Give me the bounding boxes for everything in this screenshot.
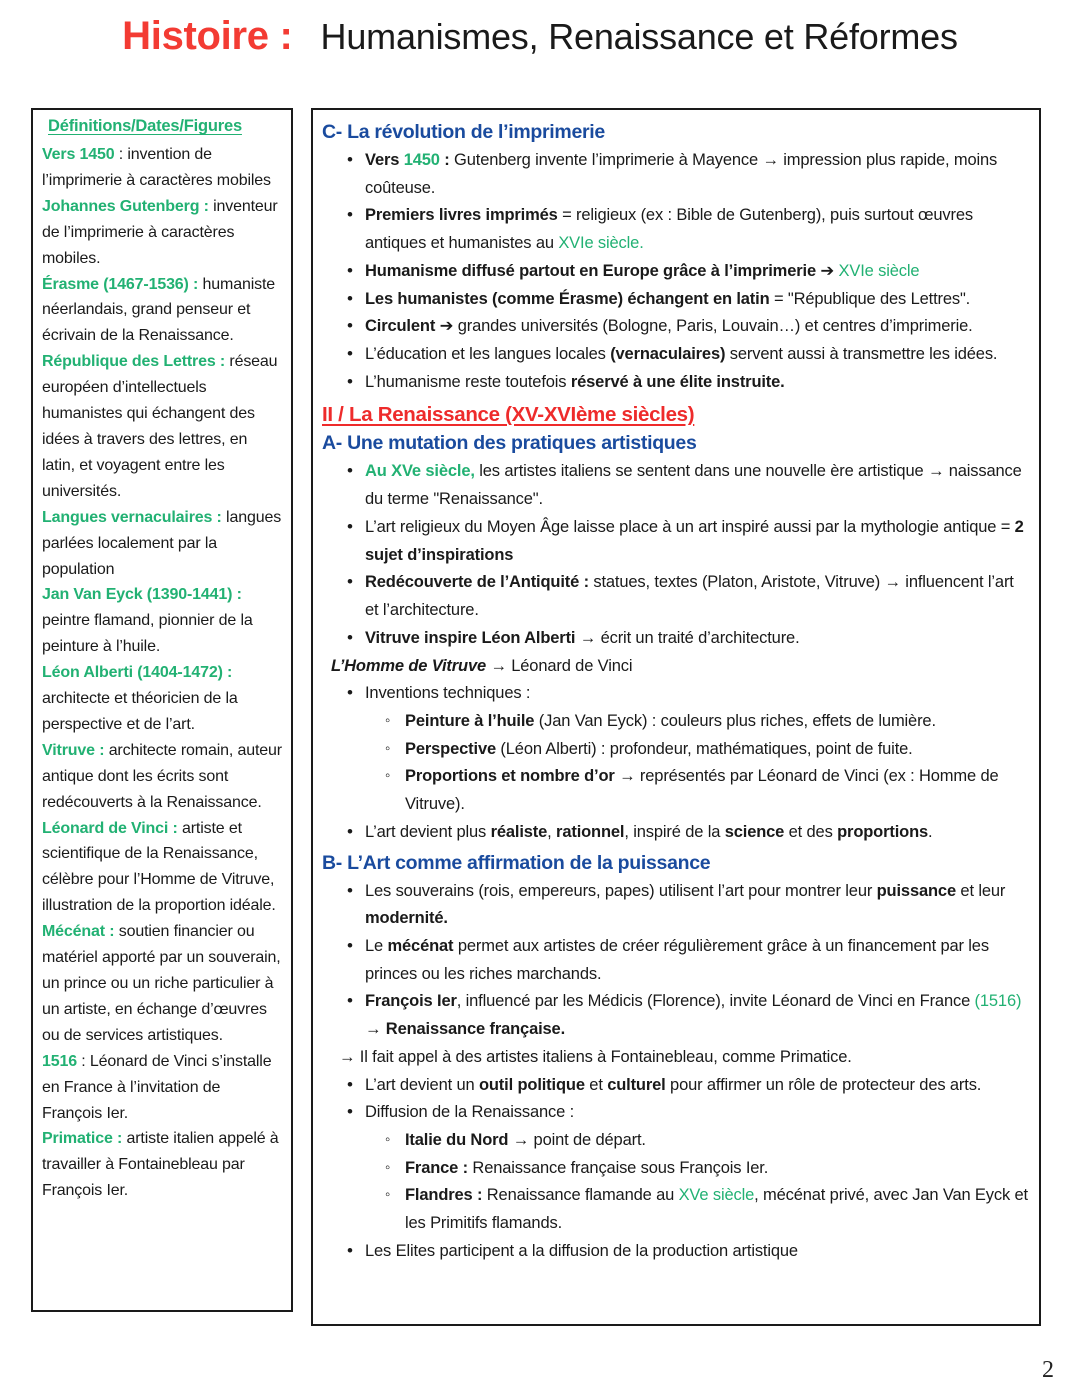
definition-term: Vers 1450	[42, 146, 115, 163]
list-item: • L’humanisme reste toutefois réservé à une élite instruite.	[321, 369, 1029, 397]
definition-term: Léonard de Vinci :	[42, 819, 178, 837]
list-item: • Circulent ➔ grandes universités (Bologne, Paris, Louvain…) et centres d’imprimerie.	[321, 313, 1029, 341]
definition-text: soutien financier ou matériel apporté par un souverain, un prince ou un riche particulier à un artiste, en échange d’œuvres ou de services artistiques.	[42, 923, 281, 1044]
definition-term: Mécénat :	[42, 923, 115, 941]
definition-entry: Vers 1450 : invention de l’imprimerie à caractères mobiles	[42, 146, 271, 189]
list-item: • Redécouverte de l’Antiquité : statues, textes (Platon, Aristote, Vitruve) → influencent l’art et l’architecture.	[321, 569, 1029, 624]
definition-entry	[42, 505, 282, 583]
definition-entry	[42, 272, 282, 350]
definition-term: Johannes Gutenberg :	[42, 197, 209, 215]
definition-term: République des Lettres :	[42, 353, 226, 371]
definition-term: Vitruve :	[42, 741, 105, 759]
list-item: • Premiers livres imprimés = religieux (ex : Bible de Gutenberg), puis surtout œuvres antiques et humanistes au XVIe siècle.	[321, 202, 1029, 257]
list-item: ◦ Flandres : Renaissance flamande au XVe siècle, mécénat privé, avec Jan Van Eyck et les Primitifs flamands.	[321, 1182, 1029, 1237]
definition-term: 1516	[42, 1052, 77, 1070]
section-a-bullets	[321, 458, 1029, 652]
definitions-sidebar	[31, 108, 293, 1312]
definition-text: peintre flamand, pionnier de la peinture à l’huile.	[42, 612, 253, 656]
inventions-sublist	[321, 708, 1029, 819]
page-title	[0, 14, 1080, 59]
definition-entry	[42, 1126, 282, 1204]
section-b-closing	[321, 1238, 1029, 1266]
definition-text: architecte et théoricien de la perspective et de l’art.	[42, 690, 238, 733]
list-item: • Les souverains (rois, empereurs, papes) utilisent l’art pour montrer leur puissance et leur modernité.	[321, 878, 1029, 933]
definition-entry: 1516 : Léonard de Vinci s’installe en France à l’invitation de François Ier.	[42, 1052, 272, 1122]
definition-text: architecte romain, auteur antique dont les écrits sont redécouverts à la Renaissance.	[42, 741, 282, 811]
main-content-box	[311, 108, 1041, 1326]
list-item: ◦ Italie du Nord → point de départ.	[321, 1127, 1029, 1155]
list-item: ◦ Perspective (Léon Alberti) : profondeur, mathématiques, point de fuite.	[321, 736, 1029, 764]
list-item: • Le mécénat permet aux artistes de créer régulièrement grâce à un financement par les princes ou les riches marchands.	[321, 933, 1029, 988]
list-item: ◦ Peinture à l’huile (Jan Van Eyck) : couleurs plus riches, effets de lumière.	[321, 708, 1029, 736]
definition-text: artiste et scientifique de la Renaissance, célèbre pour l’Homme de Vitruve, illustration de la proportion idéale.	[42, 819, 276, 915]
definition-term: Primatice :	[42, 1130, 123, 1148]
definition-entry	[42, 738, 282, 816]
list-item: • Les Elites participent a la diffusion de la production artistique	[321, 1238, 1029, 1266]
definition-text: invention de l’imprimerie à caractères mobiles	[42, 146, 271, 189]
definition-term: Jan Van Eyck (1390-1441) :	[42, 586, 242, 604]
page-title-subject: Histoire :	[122, 14, 293, 58]
sidebar-heading: Définitions/Dates/Figures	[48, 117, 242, 135]
diffusion-sublist	[321, 1127, 1029, 1238]
section-b-bullets-top	[321, 878, 1029, 1044]
list-item: • Diffusion de la Renaissance :	[321, 1099, 1029, 1127]
diffusion-label-item	[321, 1099, 1029, 1127]
definition-term: Langues vernaculaires :	[42, 508, 222, 526]
list-item: • L’art devient un outil politique et culturel pour affirmer un rôle de protecteur des arts.	[321, 1072, 1029, 1100]
section-c-bullets	[321, 147, 1029, 396]
list-item: • Les humanistes (comme Érasme) échangent en latin = "République des Lettres".	[321, 286, 1029, 314]
definition-entry	[42, 349, 282, 504]
section-heading-ii: II / La Renaissance (XV-XVIème siècles)	[322, 403, 695, 427]
definitions-list	[42, 142, 282, 1204]
section-a-closing	[321, 819, 1029, 847]
definition-term: Érasme (1467-1536) :	[42, 275, 199, 293]
definition-text: réseau européen d’intellectuels humanistes qui échangent des idées à travers des lettres, en latin, et voyagent entre les universités.	[42, 353, 278, 500]
list-item: • L’art devient plus réaliste, rationnel, inspiré de la science et des proportions.	[321, 819, 1029, 847]
section-heading-b: B- L’Art comme affirmation de la puissance	[322, 851, 711, 874]
definition-entry	[42, 816, 282, 920]
list-item: ◦ Proportions et nombre d’or → représentés par Léonard de Vinci (ex : Homme de Vitruve).	[321, 763, 1029, 818]
list-item: ◦ France : Renaissance française sous François Ier.	[321, 1155, 1029, 1183]
list-item: • L’art religieux du Moyen Âge laisse place à un art inspiré aussi par la mythologie antique = 2 sujet d’inspirations	[321, 514, 1029, 569]
list-item: • Vers 1450 : Gutenberg invente l’imprimerie à Mayence → impression plus rapide, moins coûteuse.	[321, 147, 1029, 202]
definition-entry	[42, 919, 282, 1049]
list-item: • Humanisme diffusé partout en Europe grâce à l’imprimerie ➔ XVIe siècle	[321, 258, 1029, 286]
section-b-bullets-mid	[321, 1072, 1029, 1100]
page-title-topic: Humanismes, Renaissance et Réformes	[320, 16, 958, 57]
definition-entry	[42, 660, 282, 738]
list-item: • Au XVe siècle, les artistes italiens se sentent dans une nouvelle ère artistique → naissance du terme "Renaissance".	[321, 458, 1029, 513]
definition-entry	[42, 194, 282, 272]
list-item: • François Ier, influencé par les Médicis (Florence), invite Léonard de Vinci en France (1516) → Renaissance française.	[321, 988, 1029, 1043]
page-number: 2	[1042, 1357, 1054, 1383]
vitruvian-man-line: L’Homme de Vitruve → Léonard de Vinci	[331, 656, 633, 675]
definition-term: Léon Alberti (1404-1472) :	[42, 664, 233, 682]
section-heading-c: C- La révolution de l’imprimerie	[322, 121, 605, 143]
section-heading-a: A- Une mutation des pratiques artistiques	[322, 432, 697, 455]
list-item: • Inventions techniques :	[321, 680, 1029, 708]
definition-entry	[42, 582, 282, 660]
definition-text: humaniste néerlandais, grand penseur et écrivain de la Renaissance.	[42, 275, 275, 345]
definition-text: artiste italien appelé à travailler à Fontainebleau par François Ier.	[42, 1130, 279, 1200]
definition-text: langues parlées localement par la population	[42, 508, 282, 578]
definition-text: Léonard de Vinci s’installe en France à l’invitation de François Ier.	[42, 1052, 272, 1122]
list-item: • Vitruve inspire Léon Alberti → écrit un traité d’architecture.	[321, 625, 1029, 653]
fontainebleau-arrow-line: → Il fait appel à des artistes italiens à Fontainebleau, comme Primatice.	[339, 1047, 852, 1066]
list-item: • L’éducation et les langues locales (vernaculaires) servent aussi à transmettre les idées.	[321, 341, 1029, 369]
inventions-label-item	[321, 680, 1029, 708]
definition-text: inventeur de l’imprimerie à caractères mobiles.	[42, 197, 278, 267]
